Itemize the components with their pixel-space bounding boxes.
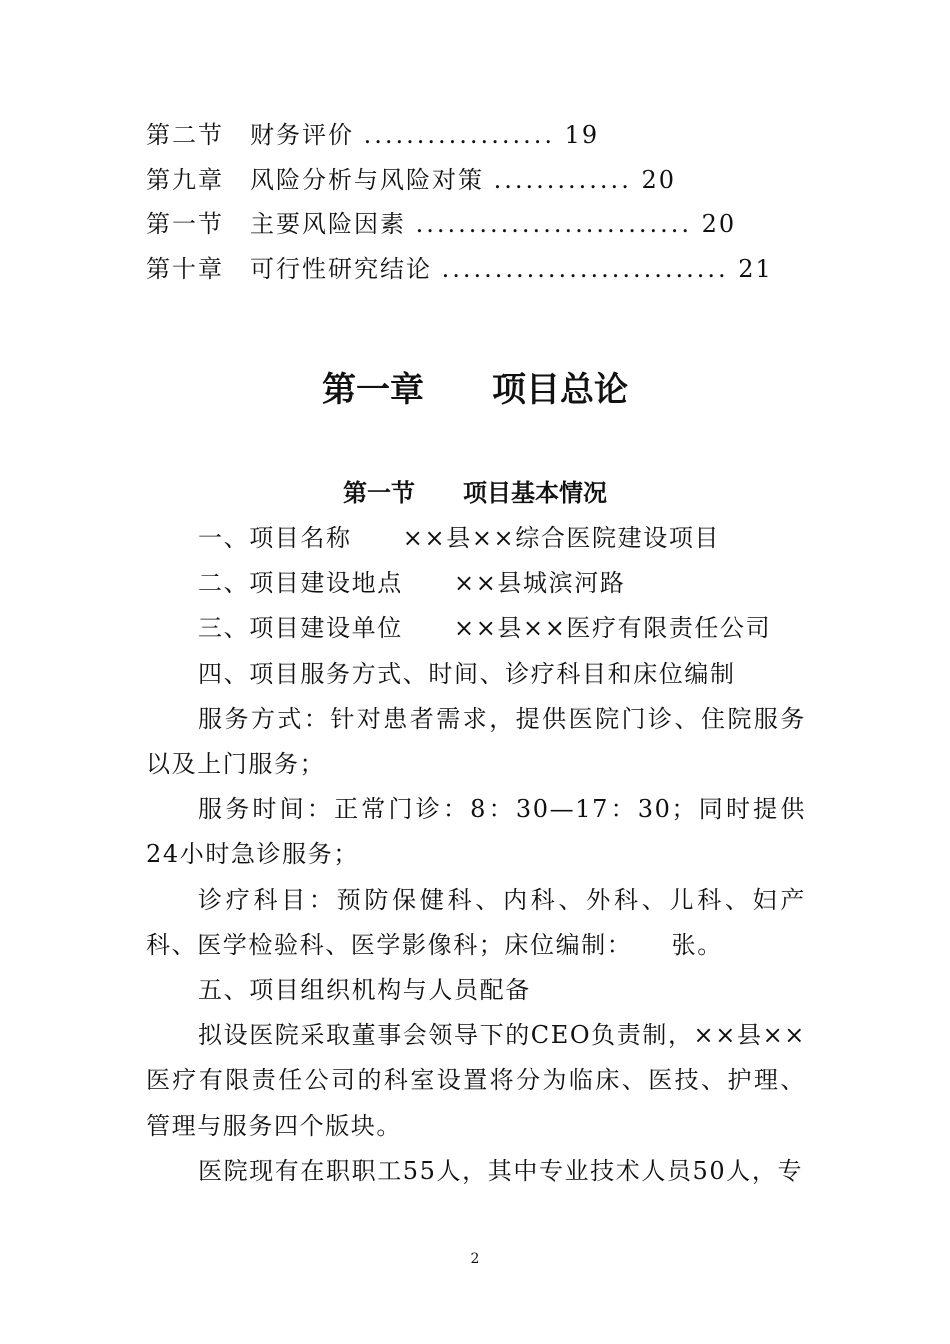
paragraph-service-time: 服务时间：正常门诊：8：30—17：30；同时提供24小时急诊服务； [146, 795, 806, 869]
toc-entry-dots: .................. [363, 121, 555, 149]
paragraph-service-mode: 服务方式：针对患者需求，提供医院门诊、住院服务以及上门服务； [146, 704, 806, 779]
toc-entry-label: 第九章 风险分析与风险对策 [146, 166, 484, 194]
paragraph-organization-heading: 五、项目组织机构与人员配备 [198, 976, 531, 1005]
toc-entry[interactable] [146, 254, 773, 284]
section-title: 第一节 项目基本情况 [343, 479, 607, 507]
toc-entry[interactable] [146, 165, 676, 195]
toc-entry-dots: .......................... [415, 210, 692, 238]
toc-entry-page: 20 [701, 210, 737, 238]
chapter-title: 第一章 项目总论 [322, 370, 628, 410]
paragraph-project-location: 二、项目建设地点 ××县城滨河路 [198, 569, 626, 598]
toc-entry[interactable] [146, 120, 599, 150]
toc-entry-label: 第一节 主要风险因素 [146, 210, 406, 238]
toc-entry-dots: ........................... [441, 255, 729, 283]
toc-entry-label: 第二节 财务评价 [146, 121, 354, 149]
toc-entry-page: 21 [738, 255, 773, 283]
toc-entry-page: 19 [564, 121, 600, 149]
toc-entry-dots: ............. [493, 166, 632, 194]
body-text [146, 516, 806, 1194]
paragraph-departments: 诊疗科目：预防保健科、内科、外科、儿科、妇产科、医学检验科、医学影像科；床位编制： 张。 [146, 885, 806, 959]
paragraph-organization: 拟设医院采取董事会领导下的CEO负责制，××县××医疗有限责任公司的科室设置将分为临床、医技、护理、管理与服务四个版块。 [146, 1021, 806, 1140]
paragraph-project-name: 一、项目名称 ××县××综合医院建设项目 [198, 524, 721, 552]
paragraph-service-heading: 四、项目服务方式、时间、诊疗科目和床位编制 [198, 659, 736, 688]
paragraph-staff: 医院现有在职职工55人，其中专业技术人员50人，专 [198, 1156, 804, 1185]
toc-entry-label: 第十章 可行性研究结论 [146, 255, 432, 283]
toc-entry[interactable] [146, 209, 736, 239]
page-number: 2 [470, 1251, 480, 1267]
toc-entry-page: 20 [641, 166, 677, 194]
paragraph-project-unit: 三、项目建设单位 ××县××医疗有限责任公司 [198, 614, 772, 643]
